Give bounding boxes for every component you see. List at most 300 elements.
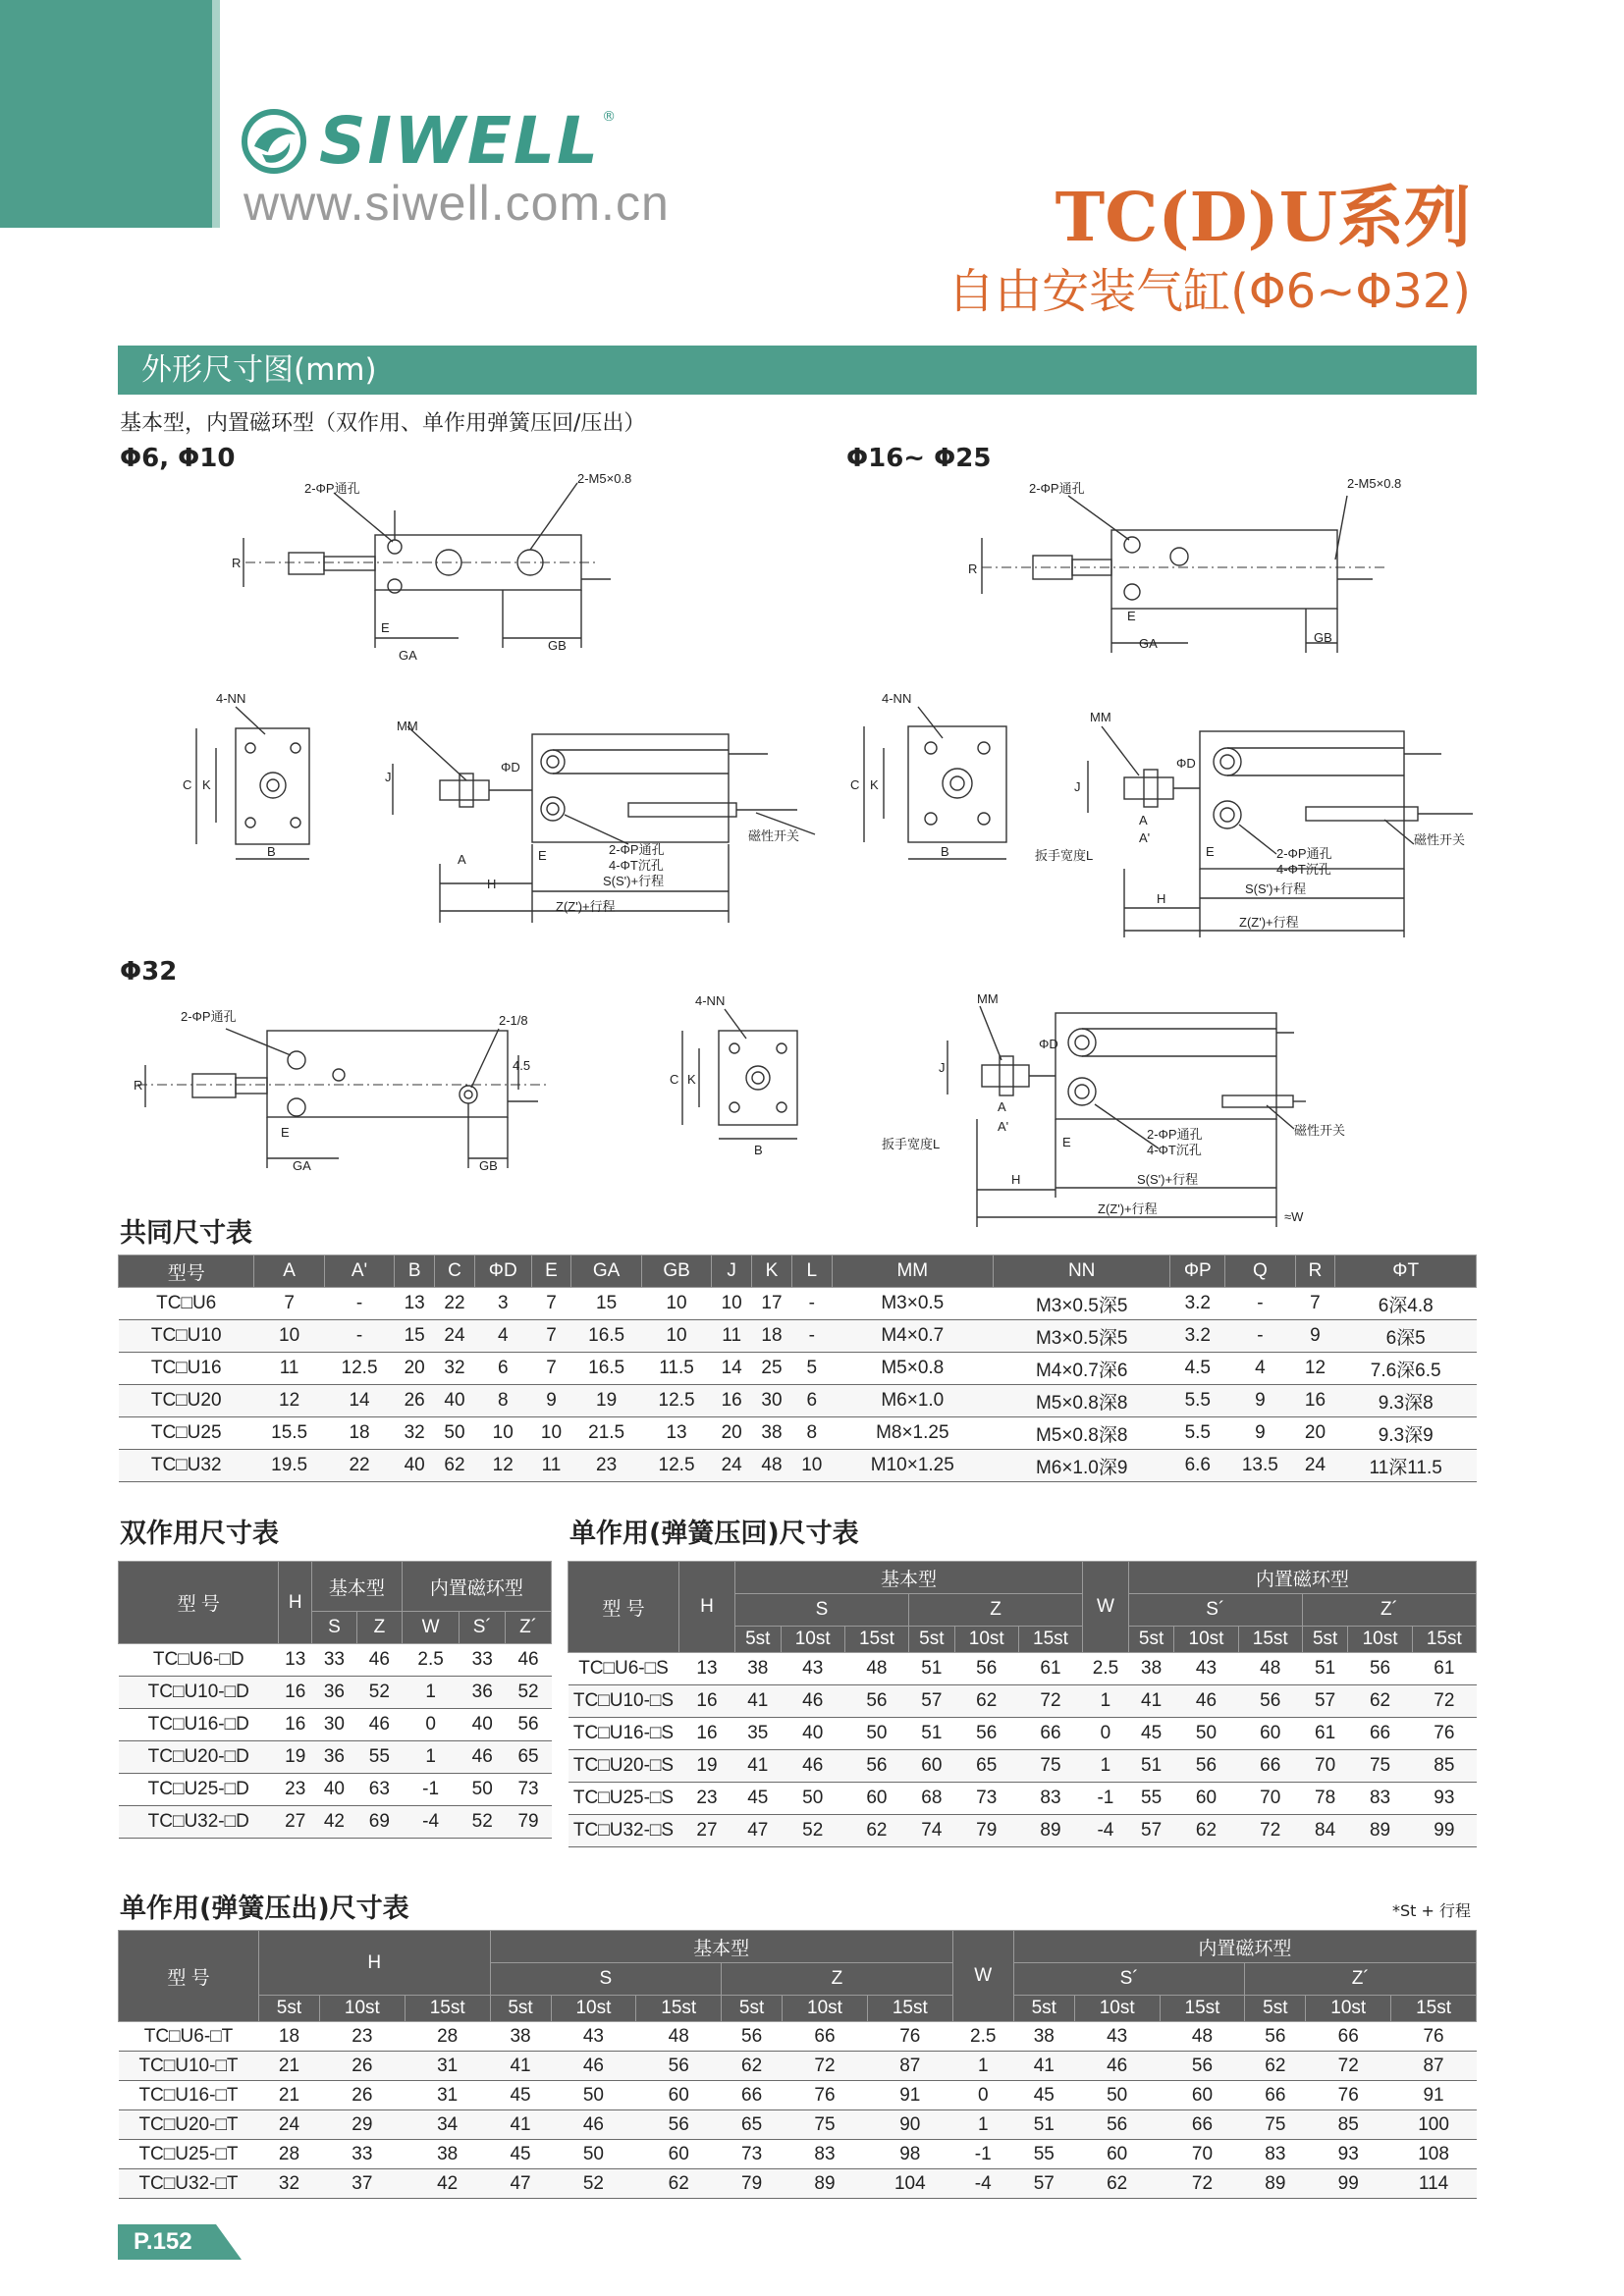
table-cell: 51 (1302, 1653, 1348, 1685)
d2-label-wrench: 扳手宽度L (1035, 848, 1094, 863)
table-cell: 5.5 (1170, 1385, 1225, 1417)
table-cell: 33 (319, 2140, 405, 2169)
d3-label-m18: 2-1/8 (499, 1013, 528, 1028)
table-cell: 84 (1302, 1815, 1348, 1847)
d3-label-4t: 4-ΦT沉孔 (1147, 1143, 1202, 1157)
table-cell: 3.2 (1170, 1320, 1225, 1353)
common-col-header: GB (641, 1255, 711, 1288)
table-cell: 23 (679, 1783, 735, 1815)
table-row (119, 1288, 1477, 1320)
table-cell: 9.3深9 (1335, 1417, 1477, 1450)
table-cell: 74 (909, 1815, 955, 1847)
d3-label-ga: GA (293, 1158, 311, 1173)
table-cell: 41 (490, 2110, 551, 2140)
table-cell: 13.5 (1225, 1450, 1295, 1482)
sr-h-mag: 内置磁环型 (1128, 1562, 1476, 1594)
table-cell: 7.6深6.5 (1335, 1353, 1477, 1385)
table-row (119, 2022, 1477, 2052)
table-cell: 75 (1245, 2110, 1306, 2140)
common-col-header: ΦP (1170, 1255, 1225, 1288)
table-cell: M5×0.8 (832, 1353, 993, 1385)
table-cell: 68 (909, 1783, 955, 1815)
d1-label-ga: GA (399, 648, 417, 663)
table-cell: 26 (395, 1385, 435, 1417)
table-cell: 40 (435, 1385, 475, 1417)
double-acting-table (118, 1561, 552, 1839)
table-row (119, 1774, 552, 1806)
table-cell: 52 (356, 1677, 402, 1709)
table-row (568, 1653, 1477, 1685)
table-cell: 8 (791, 1417, 832, 1450)
table-cell: 46 (1074, 2052, 1160, 2081)
table-cell: 12 (474, 1450, 531, 1482)
table-cell: 13 (641, 1417, 711, 1450)
table-cell: 56 (954, 1718, 1018, 1750)
table-cell: 56 (1160, 2052, 1245, 2081)
d3-label-45: 4.5 (513, 1058, 531, 1073)
dt-h-w: W (402, 1612, 459, 1644)
table-cell: 1 (402, 1741, 459, 1774)
se-h-w: W (952, 1931, 1013, 2022)
table-cell: 62 (1074, 2169, 1160, 2199)
d3-label-e: E (281, 1125, 290, 1140)
d3-label-k: K (687, 1072, 696, 1087)
table-cell: 62 (1174, 1815, 1238, 1847)
table-cell: 60 (1074, 2140, 1160, 2169)
table-cell: 85 (1306, 2110, 1391, 2140)
table-cell: 52 (506, 1677, 552, 1709)
table-cell: 75 (783, 2110, 868, 2140)
table-row (119, 1417, 1477, 1450)
stroke-header: 5st (1013, 1996, 1074, 2022)
table-cell: 66 (1018, 1718, 1082, 1750)
table-cell: 23 (571, 1450, 641, 1482)
single-extend-table (118, 1930, 1477, 2199)
stroke-header: 10st (781, 1627, 844, 1653)
drawing-2-end-view (864, 707, 1006, 859)
table-cell: 63 (356, 1774, 402, 1806)
table-cell: 16 (712, 1385, 752, 1417)
table-cell: 40 (311, 1774, 356, 1806)
sr-h-z2: Z´ (1302, 1594, 1476, 1627)
table-cell: 21 (259, 2081, 320, 2110)
table-cell: 56 (844, 1750, 908, 1783)
table-row (568, 1750, 1477, 1783)
table-cell: 1 (952, 2110, 1013, 2140)
table-cell: 104 (867, 2169, 952, 2199)
table-cell: 48 (636, 2022, 722, 2052)
table-cell: 16 (679, 1718, 735, 1750)
stroke-header: 15st (1391, 1996, 1477, 2022)
common-col-header: Q (1225, 1255, 1295, 1288)
d1-label-b: B (267, 844, 276, 859)
sr-h-model: 型 号 (568, 1562, 679, 1653)
d1-label-k: K (202, 777, 211, 792)
table-cell: 28 (405, 2022, 490, 2052)
drawing-1-end-view (196, 707, 309, 859)
table-cell: 2.5 (402, 1644, 459, 1677)
table-row (119, 2169, 1477, 2199)
table-cell: 66 (1306, 2022, 1391, 2052)
table-cell: 12.5 (324, 1353, 394, 1385)
double-table-title: 双作用尺寸表 (120, 1519, 279, 1549)
table-cell: 56 (506, 1709, 552, 1741)
table-cell: 40 (395, 1450, 435, 1482)
d2-label-c: C (850, 777, 860, 792)
brand-name: SIWELL (319, 103, 601, 179)
table-cell: 43 (781, 1653, 844, 1685)
table-cell: 40 (460, 1709, 506, 1741)
table-cell: 7 (1295, 1288, 1335, 1320)
d3-label-b: B (754, 1143, 763, 1157)
table-cell: TC□U32-□D (119, 1806, 279, 1839)
drawing-label-phi16-25: Φ16~ Φ25 (846, 444, 992, 473)
website-url[interactable]: www.siwell.com.cn (244, 176, 670, 231)
table-cell: 46 (551, 2110, 636, 2140)
table-cell: 98 (867, 2140, 952, 2169)
table-cell: 76 (1306, 2081, 1391, 2110)
table-cell: TC□U10-□S (568, 1685, 679, 1718)
se-h-basic: 基本型 (490, 1931, 952, 1963)
table-cell: 38 (752, 1417, 792, 1450)
table-cell: - (324, 1288, 394, 1320)
se-h-z2: Z´ (1245, 1963, 1477, 1996)
table-cell: 48 (1160, 2022, 1245, 2052)
sr-h-h: H (679, 1562, 735, 1653)
table-cell: 76 (1391, 2022, 1477, 2052)
table-cell: 31 (405, 2052, 490, 2081)
table-cell: 10 (474, 1417, 531, 1450)
table-cell: 56 (954, 1653, 1018, 1685)
table-cell: 85 (1412, 1750, 1476, 1783)
table-cell: 51 (909, 1653, 955, 1685)
table-cell: 9 (531, 1385, 571, 1417)
d2-label-k: K (870, 777, 879, 792)
table-cell: 57 (909, 1685, 955, 1718)
table-cell: 60 (636, 2081, 722, 2110)
table-cell: 40 (781, 1718, 844, 1750)
table-cell: TC□U16 (119, 1353, 254, 1385)
table-cell: 83 (1245, 2140, 1306, 2169)
section-title: 外形尺寸图(mm) (118, 346, 1477, 395)
table-cell: 12 (1295, 1353, 1335, 1385)
stroke-header: 5st (1128, 1627, 1174, 1653)
d2-label-nn: 4-NN (882, 691, 912, 706)
table-cell: 24 (259, 2110, 320, 2140)
table-cell: 38 (490, 2022, 551, 2052)
table-cell: 41 (490, 2052, 551, 2081)
stroke-header: 5st (909, 1627, 955, 1653)
table-cell: 10 (712, 1288, 752, 1320)
sr-h-basic: 基本型 (735, 1562, 1083, 1594)
table-cell: 41 (735, 1685, 782, 1718)
table-cell: 66 (783, 2022, 868, 2052)
table-cell: 50 (1174, 1718, 1238, 1750)
table-cell: 36 (311, 1677, 356, 1709)
table-cell: 19 (279, 1741, 311, 1774)
table-row (568, 1783, 1477, 1815)
table-cell: 66 (1348, 1718, 1412, 1750)
table-cell: TC□U10-□D (119, 1677, 279, 1709)
dt-h-basic: 基本型 (311, 1562, 402, 1612)
d1-label-mm: MM (397, 719, 418, 733)
section-subtitle: 基本型，内置磁环型（双作用、单作用弹簧压回/压出） (120, 411, 646, 436)
d3-label-z: Z(Z')+行程 (1098, 1201, 1158, 1216)
d1-label-j: J (385, 770, 392, 784)
table-cell: 38 (405, 2140, 490, 2169)
d3-label-j: J (939, 1060, 946, 1075)
stroke-header: 5st (735, 1627, 782, 1653)
table-cell: 83 (1018, 1783, 1082, 1815)
drawing-3-end-view (682, 1009, 797, 1139)
table-cell: 18 (752, 1320, 792, 1353)
table-cell: 52 (551, 2169, 636, 2199)
drawing-3-side-view (947, 1006, 1306, 1227)
table-cell: 56 (1238, 1685, 1302, 1718)
table-cell: 9 (1225, 1385, 1295, 1417)
table-cell: 56 (722, 2022, 783, 2052)
table-cell: 9 (1225, 1417, 1295, 1450)
table-cell: 72 (1412, 1685, 1476, 1718)
dt-h-mag: 内置磁环型 (402, 1562, 551, 1612)
table-cell: 21 (259, 2052, 320, 2081)
table-cell: 19.5 (254, 1450, 324, 1482)
drawing-label-phi6-10: Φ6, Φ10 (120, 444, 236, 473)
table-cell: 16 (279, 1709, 311, 1741)
dt-h-s2: S´ (460, 1612, 506, 1644)
table-cell: 60 (909, 1750, 955, 1783)
table-cell: 46 (356, 1644, 402, 1677)
stroke-header: 5st (1245, 1996, 1306, 2022)
table-cell: 14 (324, 1385, 394, 1417)
table-cell: M6×1.0深9 (993, 1450, 1170, 1482)
table-cell: 72 (1306, 2052, 1391, 2081)
table-cell: 83 (783, 2140, 868, 2169)
table-cell: 11 (254, 1353, 324, 1385)
table-cell: 48 (1238, 1653, 1302, 1685)
table-cell: 72 (1160, 2169, 1245, 2199)
d3-label-wrench: 扳手宽度L (882, 1137, 941, 1151)
d3-label-s: S(S')+行程 (1137, 1172, 1199, 1187)
table-cell: 41 (1128, 1685, 1174, 1718)
dt-h-z2: Z´ (506, 1612, 552, 1644)
table-cell: 55 (356, 1741, 402, 1774)
table-cell: 51 (1013, 2110, 1074, 2140)
table-cell: 91 (867, 2081, 952, 2110)
table-cell: 1 (1083, 1685, 1129, 1718)
stroke-header: 5st (722, 1996, 783, 2022)
table-cell: 5 (791, 1353, 832, 1385)
table-cell: 33 (460, 1644, 506, 1677)
table-cell: -1 (1083, 1783, 1129, 1815)
table-cell: 56 (844, 1685, 908, 1718)
table-cell: 50 (435, 1417, 475, 1450)
table-cell: 41 (735, 1750, 782, 1783)
table-cell: 66 (1238, 1750, 1302, 1783)
table-cell: 55 (1128, 1783, 1174, 1815)
table-cell: - (791, 1288, 832, 1320)
table-cell: 66 (1245, 2081, 1306, 2110)
single-return-table (568, 1561, 1477, 1847)
drawing-1-top-view (244, 483, 611, 648)
d1-label-4t: 4-ΦT沉孔 (609, 858, 664, 873)
drawing-1-side-view (393, 726, 815, 923)
table-row (119, 1806, 552, 1839)
table-cell: 0 (402, 1709, 459, 1741)
table-cell: 76 (867, 2022, 952, 2052)
table-cell: - (791, 1320, 832, 1353)
table-cell: M10×1.25 (832, 1450, 993, 1482)
table-cell: 62 (1245, 2052, 1306, 2081)
table-cell: M3×0.5深5 (993, 1320, 1170, 1353)
table-cell: 32 (259, 2169, 320, 2199)
table-cell: 13 (679, 1653, 735, 1685)
stroke-header: 10st (1074, 1996, 1160, 2022)
d3-label-2p: 2-ΦP通孔 (181, 1009, 237, 1024)
table-cell: 6深4.8 (1335, 1288, 1477, 1320)
table-cell: 24 (1295, 1450, 1335, 1482)
stroke-header: 5st (1302, 1627, 1348, 1653)
table-cell: 24 (712, 1450, 752, 1482)
table-cell: 70 (1238, 1783, 1302, 1815)
table-cell: TC□U16-□D (119, 1709, 279, 1741)
d3-label-e2: E (1062, 1135, 1071, 1149)
table-cell: 35 (735, 1718, 782, 1750)
table-row (119, 2052, 1477, 2081)
table-cell: 55 (1013, 2140, 1074, 2169)
table-cell: 16 (279, 1677, 311, 1709)
table-cell: 69 (356, 1806, 402, 1839)
table-cell: 60 (1160, 2081, 1245, 2110)
table-cell: 11 (712, 1320, 752, 1353)
stroke-header: 10st (1306, 1996, 1391, 2022)
table-cell: 46 (781, 1685, 844, 1718)
table-cell: 62 (722, 2052, 783, 2081)
table-cell: 37 (319, 2169, 405, 2199)
d3-label-a: A (998, 1099, 1006, 1114)
table-cell: TC□U25-□T (119, 2140, 259, 2169)
table-cell: 31 (405, 2081, 490, 2110)
table-cell: 61 (1412, 1653, 1476, 1685)
d1-label-s: S(S')+行程 (603, 874, 665, 888)
se-h-h: H (259, 1931, 491, 1996)
d2-label-b: B (941, 844, 949, 859)
table-row (568, 1815, 1477, 1847)
table-row (119, 1741, 552, 1774)
table-cell: -1 (402, 1774, 459, 1806)
d2-label-switch: 磁性开关 (1414, 832, 1466, 847)
d1-label-h: H (487, 877, 497, 891)
table-cell: 38 (735, 1653, 782, 1685)
table-cell: 26 (319, 2052, 405, 2081)
table-cell: 89 (783, 2169, 868, 2199)
table-cell: 1 (1083, 1750, 1129, 1783)
common-col-header: K (752, 1255, 792, 1288)
table-row (568, 1685, 1477, 1718)
table-cell: 6.6 (1170, 1450, 1225, 1482)
se-h-mag: 内置磁环型 (1013, 1931, 1476, 1963)
table-cell: 43 (1174, 1653, 1238, 1685)
table-cell: TC□U32-□S (568, 1815, 679, 1847)
table-cell: TC□U20 (119, 1385, 254, 1417)
common-col-header: E (531, 1255, 571, 1288)
common-table-title: 共同尺寸表 (120, 1218, 252, 1249)
table-cell: TC□U25-□S (568, 1783, 679, 1815)
table-row (119, 1709, 552, 1741)
d2-label-4t: 4-ΦT沉孔 (1276, 862, 1331, 877)
table-cell: 66 (722, 2081, 783, 2110)
d1-label-a: A (458, 852, 466, 867)
d1-label-e: E (381, 620, 390, 635)
table-row (119, 1320, 1477, 1353)
se-h-model: 型 号 (119, 1931, 259, 2022)
table-cell: 28 (259, 2140, 320, 2169)
stroke-header: 15st (867, 1996, 952, 2022)
table-cell: 72 (783, 2052, 868, 2081)
table-cell: 11深11.5 (1335, 1450, 1477, 1482)
table-cell: 2.5 (952, 2022, 1013, 2052)
table-cell: 60 (1174, 1783, 1238, 1815)
table-cell: 4 (474, 1320, 531, 1353)
table-cell: 78 (1302, 1783, 1348, 1815)
d3-label-mm: MM (977, 991, 999, 1006)
table-cell: 7 (531, 1288, 571, 1320)
table-cell: 38 (1013, 2022, 1074, 2052)
table-cell: 38 (1128, 1653, 1174, 1685)
table-row (119, 1677, 552, 1709)
table-cell: 15 (395, 1320, 435, 1353)
table-cell: 32 (435, 1353, 475, 1385)
table-cell: TC□U6-□S (568, 1653, 679, 1685)
table-cell: 72 (1018, 1685, 1082, 1718)
table-cell: 14 (712, 1353, 752, 1385)
table-cell: 4.5 (1170, 1353, 1225, 1385)
common-col-header: ΦT (1335, 1255, 1477, 1288)
table-cell: 30 (311, 1709, 356, 1741)
table-cell: 12.5 (641, 1450, 711, 1482)
table-cell: 32 (395, 1417, 435, 1450)
table-cell: TC□U25 (119, 1417, 254, 1450)
table-cell: - (324, 1320, 394, 1353)
stroke-header: 10st (319, 1996, 405, 2022)
table-cell: TC□U20-□T (119, 2110, 259, 2140)
stroke-header: 15st (636, 1996, 722, 2022)
table-cell: 90 (867, 2110, 952, 2140)
stroke-header: 10st (1174, 1627, 1238, 1653)
table-cell: M3×0.5 (832, 1288, 993, 1320)
table-cell: 100 (1391, 2110, 1477, 2140)
common-col-header: J (712, 1255, 752, 1288)
table-cell: 20 (1295, 1417, 1335, 1450)
table-cell: TC□U32-□T (119, 2169, 259, 2199)
table-cell: 56 (1074, 2110, 1160, 2140)
d2-label-e2: E (1206, 844, 1215, 859)
table-cell: M4×0.7深6 (993, 1353, 1170, 1385)
table-cell: 46 (551, 2052, 636, 2081)
table-cell: 16 (1295, 1385, 1335, 1417)
sr-h-z: Z (909, 1594, 1083, 1627)
se-h-z: Z (722, 1963, 953, 1996)
table-cell: 45 (490, 2140, 551, 2169)
table-cell: 23 (319, 2022, 405, 2052)
table-row (119, 2081, 1477, 2110)
sr-h-s2: S´ (1128, 1594, 1302, 1627)
table-cell: 70 (1160, 2140, 1245, 2169)
sr-h-s: S (735, 1594, 909, 1627)
table-cell: 70 (1302, 1750, 1348, 1783)
series-title: TC(D)U系列 (1055, 179, 1471, 257)
d3-label-gb: GB (479, 1158, 498, 1173)
